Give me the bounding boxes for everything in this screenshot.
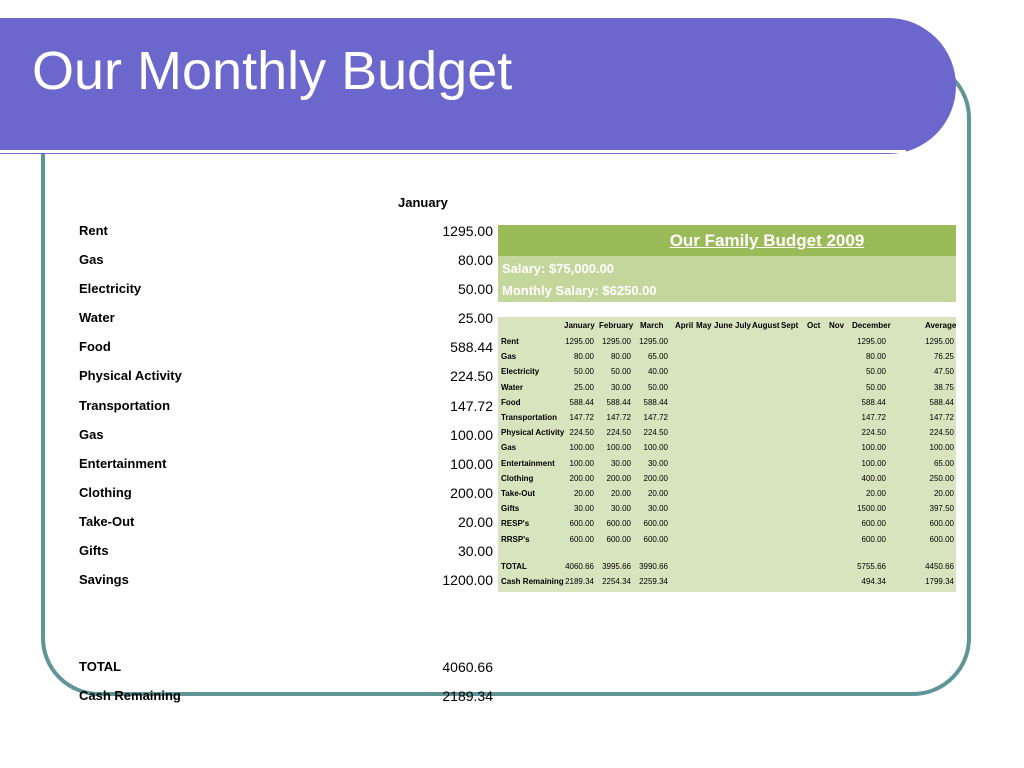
spreadsheet-row [498, 535, 956, 550]
spreadsheet-row-label: Cash Remaining [501, 577, 564, 586]
budget-row-label: Entertainment [79, 456, 167, 471]
spreadsheet-cell-mar: 200.00 [643, 473, 668, 483]
budget-row-label: Water [79, 310, 115, 325]
spreadsheet-cell-avg: 20.00 [933, 489, 954, 498]
spreadsheet-row [498, 443, 956, 458]
spreadsheet-row [498, 519, 956, 534]
spreadsheet-row [498, 413, 956, 428]
spreadsheet-cell-feb: 80.00 [610, 352, 631, 362]
month-header: Sept [781, 321, 799, 330]
budget-row-label: Take-Out [79, 514, 135, 529]
total-row [79, 659, 493, 679]
spreadsheet-cell-mar: 600.00 [643, 534, 668, 544]
spreadsheet-cell-avg: 1799.34 [925, 577, 954, 586]
budget-row-value: 100.00 [450, 427, 493, 443]
month-header: July [735, 321, 752, 330]
spreadsheet-cell-avg: 1295.00 [925, 337, 954, 346]
spreadsheet-cell-dec: 80.00 [865, 352, 886, 362]
spreadsheet-cell-feb: 100.00 [606, 443, 631, 453]
spreadsheet-cell-avg: 4450.66 [925, 561, 954, 571]
title-underline [0, 150, 906, 153]
spreadsheet-cell-jan: 600.00 [569, 534, 594, 544]
month-header: June [714, 321, 733, 330]
spreadsheet-cell-avg: 100.00 [929, 443, 954, 453]
month-header: March [640, 321, 664, 330]
spreadsheet-cell-jan: 80.00 [573, 352, 594, 362]
spreadsheet-cell-dec: 600.00 [861, 519, 886, 529]
spreadsheet-cell-jan: 588.44 [569, 397, 594, 407]
spreadsheet-cell-jan: 147.72 [569, 413, 594, 422]
spreadsheet-cell-avg: 65.00 [933, 458, 954, 468]
spreadsheet-cell-dec: 1295.00 [857, 337, 886, 346]
month-header: Oct [807, 321, 821, 330]
salary-band [498, 256, 956, 302]
spreadsheet-cell-jan: 4060.66 [565, 561, 594, 571]
spreadsheet-row-label: TOTAL [501, 561, 527, 571]
budget-row-label: Food [79, 339, 111, 354]
budget-row [79, 339, 493, 359]
spreadsheet-cell-mar: 30.00 [647, 504, 668, 514]
budget-row-value: 25.00 [457, 310, 493, 326]
spreadsheet-cell-avg: 224.50 [929, 428, 954, 438]
spreadsheet-cell-avg: 600.00 [929, 534, 954, 544]
spreadsheet-row-label: Food [501, 397, 521, 407]
spreadsheet-cell-mar: 1295.00 [639, 337, 668, 346]
spreadsheet-row [498, 337, 956, 352]
spreadsheet-row-label: Rent [501, 337, 519, 346]
spreadsheet-cell-avg: 38.75 [933, 382, 954, 392]
spreadsheet-cell-mar: 100.00 [643, 443, 668, 453]
budget-row-value: 80.00 [457, 252, 493, 268]
budget-row-value: 147.72 [450, 398, 493, 414]
spreadsheet-cell-feb: 20.00 [610, 489, 631, 498]
budget-row-value: 1200.00 [442, 572, 493, 588]
spreadsheet-cell-feb: 30.00 [610, 504, 631, 514]
spreadsheet-cell-dec: 1500.00 [857, 504, 886, 514]
budget-row-value: 1295.00 [442, 223, 493, 239]
month-header: Nov [829, 321, 845, 330]
spreadsheet-cell-mar: 2259.34 [639, 577, 668, 586]
cash-remaining-row [79, 688, 493, 708]
spreadsheet-row-label: RESP's [501, 519, 530, 529]
spreadsheet-cell-feb: 3995.66 [602, 561, 631, 571]
spreadsheet-row [498, 352, 956, 367]
budget-row-label: Gas [79, 427, 104, 442]
month-header: August [752, 321, 780, 330]
spreadsheet-cell-avg: 147.72 [929, 413, 954, 422]
total-value: 4060.66 [442, 659, 493, 675]
spreadsheet-row-label: Physical Activity [501, 428, 565, 438]
spreadsheet-cell-dec: 224.50 [861, 428, 886, 438]
spreadsheet-cell-dec: 147.72 [861, 413, 886, 422]
spreadsheet-cell-avg: 76.25 [933, 352, 954, 362]
budget-row [79, 281, 493, 301]
spreadsheet-cell-dec: 494.34 [861, 577, 886, 586]
spreadsheet-cell-feb: 600.00 [606, 534, 631, 544]
spreadsheet-cell-jan: 200.00 [569, 473, 594, 483]
budget-row [79, 398, 493, 418]
budget-row [79, 485, 493, 505]
spreadsheet-cell-jan: 25.00 [573, 382, 594, 392]
spreadsheet-cell-dec: 50.00 [865, 367, 886, 377]
month-header: January [564, 321, 595, 330]
spreadsheet-cell-dec: 20.00 [865, 489, 886, 498]
spreadsheet-cell-mar: 20.00 [647, 489, 668, 498]
spreadsheet-cell-jan: 600.00 [569, 519, 594, 529]
month-header: December [852, 321, 891, 330]
spreadsheet-cell-dec: 100.00 [861, 443, 886, 453]
spreadsheet-row [498, 474, 956, 489]
spreadsheet-row-label: Electricity [501, 367, 540, 377]
spreadsheet-row-label: Clothing [501, 473, 534, 483]
budget-row-value: 100.00 [450, 456, 493, 472]
budget-row [79, 456, 493, 476]
spreadsheet-title: Our Family Budget 2009 [669, 231, 865, 250]
spreadsheet-cell-jan: 1295.00 [565, 337, 594, 346]
budget-row-value: 20.00 [457, 514, 493, 530]
spreadsheet-gap [498, 302, 956, 317]
spreadsheet-title-band [498, 225, 956, 256]
total-label: TOTAL [79, 659, 122, 674]
budget-row-value: 30.00 [457, 543, 493, 559]
budget-row-value: 588.44 [450, 339, 493, 355]
budget-row-label: Rent [79, 223, 108, 238]
month-header: May [696, 321, 712, 330]
january-column-header: January [398, 195, 448, 210]
spreadsheet-cell-feb: 30.00 [610, 382, 631, 392]
spreadsheet-cell-mar: 588.44 [643, 397, 668, 407]
budget-row-value: 224.50 [450, 368, 493, 384]
spreadsheet-cell-jan: 20.00 [573, 489, 594, 498]
spreadsheet-cell-feb: 224.50 [606, 428, 631, 438]
slide-title: Our Monthly Budget [32, 41, 513, 101]
spreadsheet-cell-jan: 30.00 [573, 504, 594, 514]
spreadsheet-cell-feb: 588.44 [606, 397, 631, 407]
spreadsheet-cell-feb: 2254.34 [602, 577, 631, 586]
spreadsheet-row [498, 428, 956, 443]
spreadsheet-cell-jan: 50.00 [573, 367, 594, 377]
spreadsheet-cell-avg: 47.50 [933, 367, 954, 377]
family-budget-spreadsheet [498, 225, 956, 592]
month-header: February [599, 321, 634, 330]
budget-row [79, 223, 493, 243]
spreadsheet-row-label: RRSP's [501, 534, 530, 544]
spreadsheet-row-label: Transportation [501, 413, 558, 422]
budget-row [79, 543, 493, 563]
spreadsheet-cell-feb: 1295.00 [602, 337, 631, 346]
spreadsheet-cell-mar: 147.72 [643, 413, 668, 422]
budget-row-label: Savings [79, 572, 129, 587]
spreadsheet-row [498, 383, 956, 398]
spreadsheet-cell-avg: 250.00 [929, 473, 954, 483]
spreadsheet-row-label: Gas [501, 443, 517, 453]
spreadsheet-cell-mar: 50.00 [647, 382, 668, 392]
budget-row-label: Gifts [79, 543, 109, 558]
spreadsheet-cell-dec: 588.44 [861, 397, 886, 407]
spreadsheet-row-label: Entertainment [501, 458, 555, 468]
monthly-salary-text: Monthly Salary: $6250.00 [502, 283, 657, 298]
budget-row-label: Transportation [79, 398, 171, 413]
salary-text: Salary: $75,000.00 [502, 261, 615, 276]
spreadsheet-cell-dec: 400.00 [861, 473, 886, 483]
spreadsheet-cell-avg: 600.00 [929, 519, 954, 529]
budget-row [79, 368, 493, 388]
spreadsheet-row-label: Water [501, 382, 523, 392]
month-header: Average [925, 321, 957, 330]
budget-row [79, 572, 493, 592]
spreadsheet-cell-feb: 147.72 [606, 413, 631, 422]
budget-row-label: Gas [79, 252, 104, 267]
spreadsheet-cell-dec: 600.00 [861, 534, 886, 544]
spreadsheet-cell-mar: 40.00 [647, 367, 668, 377]
spreadsheet-total-row [498, 562, 956, 577]
budget-row [79, 310, 493, 330]
spreadsheet-cell-feb: 50.00 [610, 367, 631, 377]
spreadsheet-cell-jan: 100.00 [569, 443, 594, 453]
cash-remaining-value: 2189.34 [442, 688, 493, 704]
spreadsheet-cell-feb: 30.00 [610, 458, 631, 468]
spreadsheet-cell-dec: 5755.66 [857, 561, 886, 571]
budget-row-label: Physical Activity [79, 368, 182, 383]
budget-row-label: Clothing [79, 485, 132, 500]
spreadsheet-row [498, 367, 956, 382]
spreadsheet-cell-mar: 224.50 [643, 428, 668, 438]
spreadsheet-cell-mar: 600.00 [643, 519, 668, 529]
spreadsheet-cell-mar: 3990.66 [639, 561, 668, 571]
spreadsheet-cell-jan: 224.50 [569, 428, 594, 438]
spreadsheet-row-label: Take-Out [501, 489, 536, 498]
spreadsheet-cell-avg: 588.44 [929, 397, 954, 407]
spreadsheet-cell-jan: 100.00 [569, 458, 594, 468]
spreadsheet-cell-avg: 397.50 [929, 504, 954, 514]
spreadsheet-cell-dec: 50.00 [865, 382, 886, 392]
month-header: April [675, 321, 694, 330]
spreadsheet-cell-feb: 200.00 [606, 473, 631, 483]
budget-row [79, 252, 493, 272]
spreadsheet-row-label: Gifts [501, 504, 520, 514]
spreadsheet-row-label: Gas [501, 352, 517, 362]
spreadsheet-row [498, 489, 956, 504]
spreadsheet-cell-dec: 100.00 [861, 458, 886, 468]
spreadsheet-row [498, 504, 956, 519]
spreadsheet-cell-feb: 600.00 [606, 519, 631, 529]
cash-remaining-label: Cash Remaining [79, 688, 181, 703]
budget-row [79, 427, 493, 447]
spreadsheet-total-row [498, 577, 956, 592]
spreadsheet-cell-mar: 65.00 [647, 352, 668, 362]
budget-row-value: 200.00 [450, 485, 493, 501]
spreadsheet-row [498, 459, 956, 474]
budget-row-label: Electricity [79, 281, 142, 296]
spreadsheet-cell-jan: 2189.34 [565, 577, 594, 586]
budget-row-value: 50.00 [457, 281, 493, 297]
budget-row [79, 514, 493, 534]
spreadsheet-row [498, 398, 956, 413]
spreadsheet-cell-mar: 30.00 [647, 458, 668, 468]
